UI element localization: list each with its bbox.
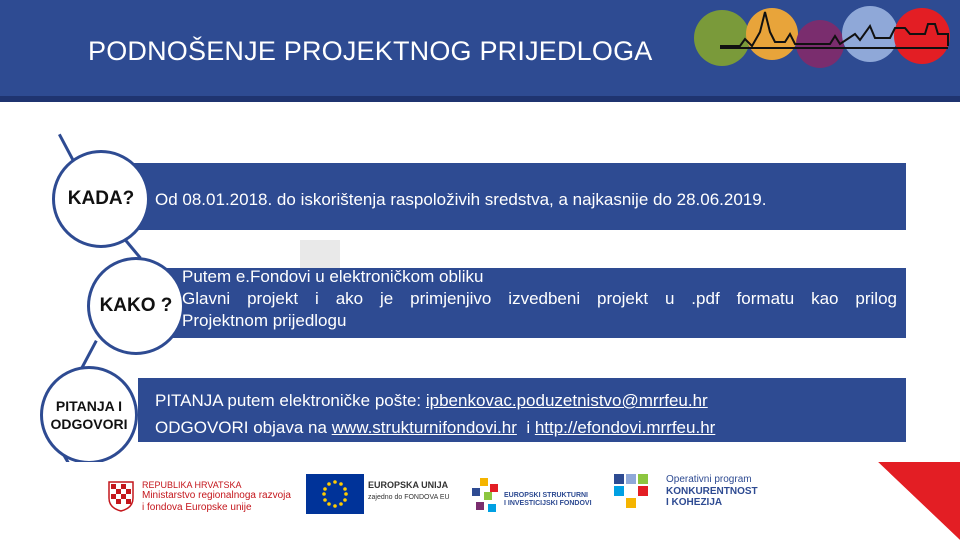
- eu-flag-icon: [306, 474, 364, 514]
- red-circle-icon: [894, 8, 950, 64]
- kako-line-2: Glavni projekt i ako je primjenjivo izvedbeni projekt u .pdf formatu kao prilog: [182, 289, 897, 309]
- answers-separator: i: [516, 418, 535, 438]
- answers-line: [155, 414, 715, 441]
- efondovi-link[interactable]: http://efondovi.mrrfeu.hr: [534, 418, 716, 438]
- esif-logo-icon: [470, 478, 500, 514]
- kada-text: Od 08.01.2018. do iskorištenja raspoloživih sredstva, a najkasnije do 28.06.2019.: [155, 190, 767, 209]
- esif-line-1: EUROPSKI STRUKTURNI: [504, 492, 589, 499]
- strukturnifondovi-link[interactable]: www.strukturnifondovi.hr: [331, 418, 517, 438]
- pitanja-label-line2: ODGOVORI: [50, 416, 128, 432]
- rh-line-1: REPUBLIKA HRVATSKA: [142, 480, 242, 490]
- eu-text: [368, 480, 450, 502]
- rh-line-3: i fondova Europske unije: [142, 501, 252, 513]
- croatian-coat-of-arms-icon: [108, 476, 134, 512]
- eu-line-1: EUROPSKA UNIJA: [368, 480, 449, 490]
- green-circle-icon: [694, 10, 750, 66]
- town-logo-cluster: [690, 4, 955, 68]
- op-line-3: I KOHEZIJA: [666, 497, 723, 508]
- email-link[interactable]: ipbenkovac.poduzetnistvo@mrrfeu.hr: [425, 391, 708, 410]
- eu-line-2: zajedno do FONDOVA EU: [368, 494, 450, 502]
- esif-line-2: I INVESTICIJSKI FONDOVI: [504, 500, 592, 508]
- kada-circle: [52, 150, 150, 248]
- pitanja-label-line1: PITANJA I: [55, 397, 123, 414]
- light-blue-circle-icon: [842, 6, 898, 62]
- connector-line: [58, 134, 75, 162]
- footer-red-corner: [878, 462, 960, 540]
- pitanja-circle: [40, 366, 138, 464]
- op-line-2: KONKURENTNOST: [666, 485, 758, 497]
- kako-circle: [87, 257, 185, 355]
- rh-ministry-text: [142, 480, 291, 513]
- op-kik-logo-icon: [614, 474, 658, 516]
- op-text: [666, 474, 758, 509]
- kada-label: KADA?: [67, 188, 135, 209]
- kako-label: KAKO ?: [99, 295, 173, 316]
- questions-line: [155, 387, 715, 414]
- rh-line-2: Ministarstvo regionalnoga razvoja: [142, 490, 291, 502]
- answers-prefix: ODGOVORI objava na: [155, 418, 332, 438]
- questions-prefix: PITANJA putem elektroničke pošte:: [155, 391, 426, 410]
- esif-text: [504, 492, 592, 508]
- page-title: PODNOŠENJE PROJEKTNOG PRIJEDLOGA: [88, 36, 653, 66]
- kako-line-3: Projektnom prijedlogu: [182, 311, 347, 331]
- kako-text: [182, 266, 897, 332]
- footer-logos: [0, 462, 960, 540]
- pitanja-text: [155, 387, 715, 441]
- kako-line-1: Putem e.Fondovi u elektroničkom obliku: [182, 267, 484, 286]
- op-line-1: Operativni program: [666, 474, 752, 485]
